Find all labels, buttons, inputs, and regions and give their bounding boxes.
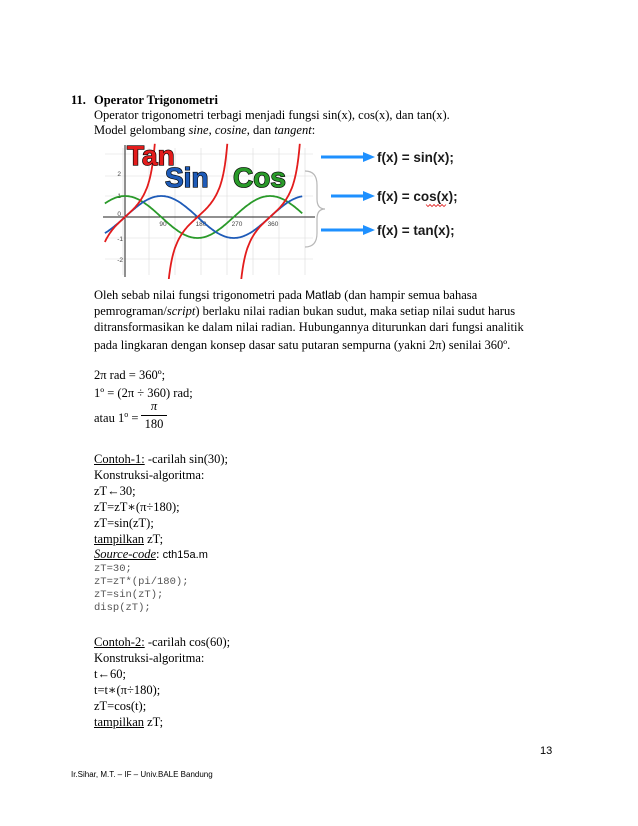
- title-tan: Tan: [127, 140, 175, 171]
- example1-heading: [94, 451, 228, 467]
- paragraph-line3: ditransformasikan ke dalam nilai radian. Hubungannya diturunkan dari fungsi analitik: [94, 320, 524, 334]
- model-prefix: Model gelombang: [94, 123, 189, 137]
- formula-2: 1º = (2π ÷ 360) rad;: [94, 386, 193, 400]
- example2-display: [94, 714, 163, 730]
- brace-icon: [305, 171, 325, 247]
- trig-figure: [95, 137, 463, 279]
- y-tick-label: 0: [117, 211, 121, 218]
- example2-task: -carilah cos(60);: [144, 635, 231, 649]
- example1-algo-title: Konstruksi-algoritma:: [94, 468, 205, 482]
- code-line: zT=30;: [94, 563, 132, 575]
- paragraph-line4: pada lingkaran dengan konsep dasar satu putaran sempurna (yakni 2π) senilai 360º.: [94, 338, 511, 352]
- spell-underline: [426, 205, 446, 207]
- source-code-colon: :: [156, 547, 163, 561]
- fraction-denominator: 180: [144, 417, 164, 431]
- fraction-bar: [141, 415, 167, 416]
- script-word: script: [166, 304, 196, 318]
- source-code-label: [94, 546, 208, 563]
- example1-task: -carilah sin(30);: [144, 452, 229, 466]
- y-tick-label: 1: [117, 193, 121, 200]
- arrows: [321, 152, 375, 235]
- example1-tampilkan: tampilkan: [94, 532, 144, 546]
- x-tick-label: 270: [231, 221, 243, 228]
- x-tick-label: 360: [267, 221, 279, 228]
- formula-3-prefix: atau 1: [94, 411, 125, 426]
- y-tick-label: -1: [117, 236, 123, 243]
- matlab-word: Matlab: [305, 288, 342, 302]
- model-tangent: tangent: [274, 123, 312, 137]
- example2-tampilkan: tampilkan: [94, 715, 144, 729]
- code-line: zT=sin(zT);: [94, 589, 164, 601]
- example1-step: zT=sin(zT);: [94, 516, 154, 530]
- title-cos: Cos: [233, 162, 286, 193]
- p2-text-b: ) berlaku nilai radian bukan sudut, maka setiap nilai sudut harus: [195, 304, 516, 318]
- p1-text-b: (dan hampir semua bahasa: [341, 288, 478, 302]
- fraction-numerator: π: [150, 399, 158, 413]
- example2-step: t←60;: [94, 667, 126, 681]
- model-sep1: ,: [208, 123, 215, 137]
- example2-step: zT=cos(t);: [94, 699, 147, 713]
- example1-label: Contoh-1:: [94, 452, 145, 466]
- section-title: Operator Trigonometri: [94, 93, 218, 107]
- section-intro: Operator trigonometri terbagi menjadi fungsi sin(x), cos(x), dan tan(x).: [94, 108, 450, 122]
- source-file-name: cth15a.m: [162, 549, 208, 561]
- source-code-word: Source-code: [94, 547, 157, 561]
- footer-text: Ir.Sihar, M.T. – IF – Univ.BALE Bandung: [71, 770, 213, 779]
- paragraph-line2: [94, 303, 561, 319]
- example2-step: t=t∗(π÷180);: [94, 683, 161, 697]
- model-cosine: cosine: [214, 123, 247, 137]
- formula-3-eq: =: [128, 411, 139, 426]
- arrow-label-tan: f(x) = tan(x);: [377, 223, 455, 238]
- formula-1: 2π rad = 360º;: [94, 368, 166, 382]
- title-sin: Sin: [165, 162, 209, 193]
- example1-display-var: zT;: [144, 532, 164, 546]
- example1-step: zT=zT∗(π÷180);: [94, 500, 180, 514]
- arrow-label-sin: f(x) = sin(x);: [377, 150, 454, 165]
- formula-3-degree: o: [124, 410, 129, 419]
- example2-display-var: zT;: [144, 715, 164, 729]
- model-suffix: :: [311, 123, 316, 137]
- page-number: 13: [540, 745, 553, 757]
- p2-text-a: pemrograman/: [94, 304, 167, 318]
- code-line: disp(zT);: [94, 602, 151, 614]
- x-tick-label: 90: [159, 221, 167, 228]
- p1-text-a: Oleh sebab nilai fungsi trigonometri pada: [94, 288, 306, 302]
- x-tick-label: 180: [195, 221, 207, 228]
- y-tick-label: -2: [117, 257, 123, 264]
- y-tick-label: 2: [117, 171, 121, 178]
- model-sep2: , dan: [246, 123, 275, 137]
- example2-heading: [94, 634, 230, 650]
- example2-algo-title: Konstruksi-algoritma:: [94, 651, 205, 665]
- example1-step: zT←30;: [94, 484, 136, 498]
- model-sine: sine: [188, 123, 209, 137]
- fraction: [141, 399, 167, 432]
- example2-label: Contoh-2:: [94, 635, 145, 649]
- example1-display: [94, 531, 163, 547]
- section-number: 11.: [71, 93, 86, 107]
- trig-graph: [95, 137, 463, 279]
- paragraph-line1: [94, 287, 561, 303]
- code-line: zT=zT*(pi/180);: [94, 576, 189, 588]
- model-caption: [94, 122, 315, 138]
- arrow-label-cos: f(x) = cos(x);: [377, 189, 458, 204]
- formula-3: [94, 407, 138, 426]
